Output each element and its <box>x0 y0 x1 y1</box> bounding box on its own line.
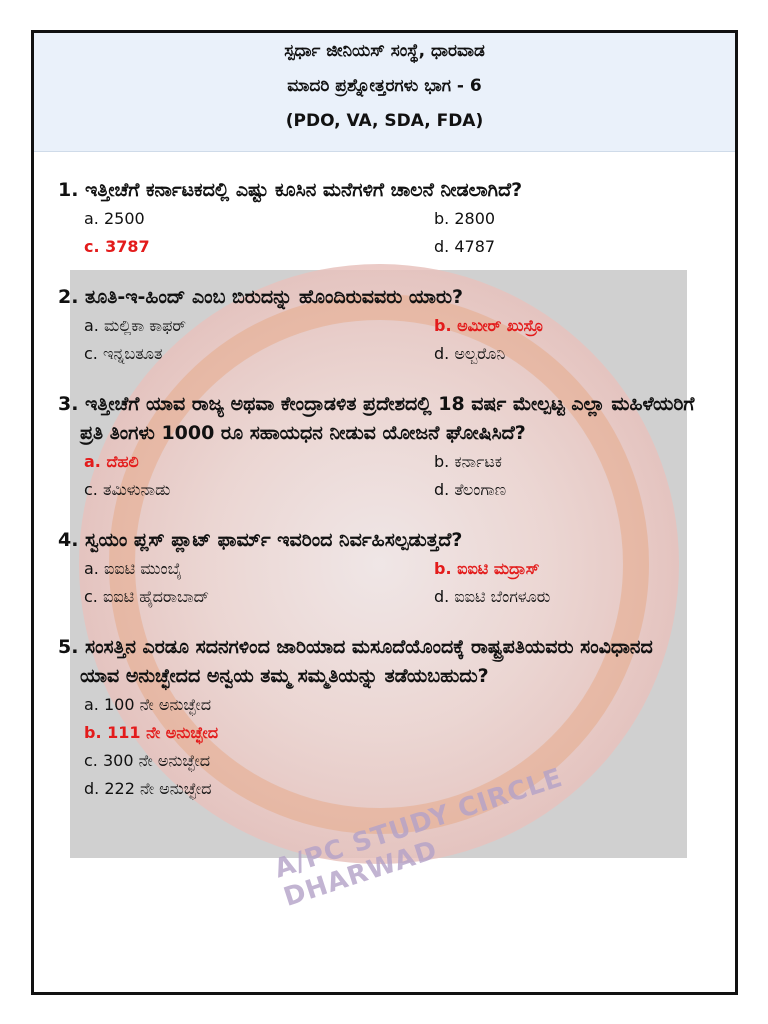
option-b-correct: b. ಐಐಟಿ ಮದ್ರಾಸ್ <box>434 559 540 578</box>
document-title: ಮಾದರಿ ಪ್ರಶ್ನೋತ್ತರಗಳು ಭಾಗ - 6 <box>287 76 482 96</box>
option-b-correct: b. 111 ನೇ ಅನುಚ್ಛೇದ <box>84 723 219 742</box>
question-text: 5. ಸಂಸತ್ತಿನ ಎರಡೂ ಸದನಗಳಿಂದ ಜಾರಿಯಾದ ಮಸೂದೆಯೊಂದಕ್ಕೆ ರಾಷ್ಟ್ರಪತಿಯವರು ಸಂವಿಧಾನದ ಯಾವ ಅನುಚ್ಛೇದದ ಅನ್ವಯ ತಮ್ಮ ಸಮ್ಮತಿಯನ್ನು ತಡೆಯಬಹುದು? <box>58 636 653 687</box>
options <box>58 555 698 611</box>
question-3 <box>58 390 698 504</box>
question-text: 1. ಇತ್ತೀಚೆಗೆ ಕರ್ನಾಟಕದಲ್ಲಿ ಎಷ್ಟು ಕೂಸಿನ ಮನೆಗಳಿಗೆ ಚಾಲನೆ ನೀಡಲಾಗಿದೆ? <box>58 179 523 201</box>
option-b: b. 2800 <box>434 209 496 228</box>
option-d: d. ಐಐಟಿ ಬೆಂಗಳೂರು <box>434 587 551 606</box>
option-a-correct: a. ದೆಹಲಿ <box>84 452 139 471</box>
option-c: c. ಇನ್ನಬತೂತ <box>84 344 163 363</box>
question-list <box>58 176 698 825</box>
option-a: a. ಮಲ್ಲಿಕಾ ಕಾಫರ್ <box>84 316 186 335</box>
option-b-correct: b. ಅಮೀರ್ ಖುಸ್ರೊ <box>434 316 544 335</box>
option-c: c. ತಮಿಳುನಾಡು <box>84 480 171 499</box>
question-4 <box>58 526 698 611</box>
option-d: d. 222 ನೇ ಅನುಚ್ಛೇದ <box>84 779 212 798</box>
question-text: 4. ಸ್ವಯಂ ಪ್ಲಸ್ ಪ್ಲಾಟ್ ಫಾರ್ಮ್ ಇವರಿಂದ ನಿರ್ವಹಿಸಲ್ಪಡುತ್ತದೆ? <box>58 529 463 551</box>
options <box>58 448 698 504</box>
option-d: d. 4787 <box>434 237 496 256</box>
option-d: d. ತೆಲಂಗಾಣ <box>434 480 507 499</box>
options <box>58 691 698 803</box>
question-text: 3. ಇತ್ತೀಚೆಗೆ ಯಾವ ರಾಜ್ಯ ಅಥವಾ ಕೇಂದ್ರಾಡಳಿತ ಪ್ರದೇಶದಲ್ಲಿ 18 ವರ್ಷ ಮೇಲ್ಪಟ್ಟ ಎಲ್ಲಾ ಮಹಿಳೆಯರಿಗೆ ಪ್ರತಿ ತಿಂಗಳು 1000 ರೂ ಸಹಾಯಧನ ನೀಡುವ ಯೋಜನೆ ಘೋಷಿಸಿದೆ? <box>58 393 695 444</box>
option-c-correct: c. 3787 <box>84 237 150 256</box>
option-c: c. 300 ನೇ ಅನುಚ್ಛೇದ <box>84 751 211 770</box>
option-a: a. ಐಐಟಿ ಮುಂಬೈ <box>84 559 182 578</box>
option-a: a. 100 ನೇ ಅನುಚ್ಛೇದ <box>84 695 212 714</box>
option-a: a. 2500 <box>84 209 145 228</box>
question-text: 2. ತೂತಿ-ಇ-ಹಿಂದ್ ಎಂಬ ಬಿರುದನ್ನು ಹೊಂದಿರುವವರು ಯಾರು? <box>58 286 464 308</box>
options <box>58 205 698 261</box>
institute-name: ಸ್ಪರ್ಧಾ ಜೀನಿಯಸ್ ಸಂಸ್ಥೆ, ಧಾರವಾಡ <box>284 41 485 61</box>
watermark-text: A/PC STUDY CIRCLE DHARWAD <box>270 762 567 913</box>
question-2 <box>58 283 698 368</box>
option-b: b. ಕರ್ನಾಟಕ <box>434 452 503 471</box>
exam-list: (PDO, VA, SDA, FDA) <box>285 111 484 131</box>
options <box>58 312 698 368</box>
option-c: c. ಐಐಟಿ ಹೈದರಾಬಾದ್ <box>84 587 210 606</box>
document-header <box>34 33 735 152</box>
option-d: d. ಅಲ್ಬರೊನಿ <box>434 344 506 363</box>
question-1 <box>58 176 698 261</box>
question-5 <box>58 633 698 803</box>
